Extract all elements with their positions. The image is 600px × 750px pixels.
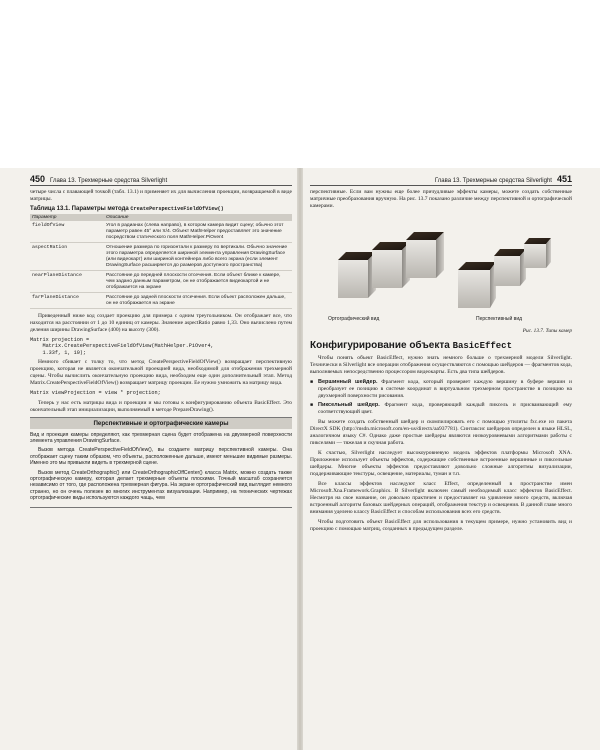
shader-list — [310, 379, 572, 416]
ortho-box — [372, 242, 410, 288]
table-header-desc: Описание — [104, 214, 292, 221]
right-para-3: К счастью, Silverlight наследует высокоуровневую модель эффектов платформы Microsoft XNA. Приложение использует объекты эффектов, содержащие собственные встроенные вершинные и пиксельные шейдеры. Многие объекты эффектов предоставляют довольно сложные алгоритмы визуализации, поддерживающие текстуры, освещение, материалы, туман и т.п. — [310, 450, 572, 477]
camera-types-figure — [310, 214, 572, 326]
table-row: farPlaneDistance Расстояние до задней плоскости отсечения. Если объект расположен дальше, он не отображается на экране — [30, 293, 292, 309]
right-para-5: Чтобы подготовить объект BasicEffect для использования в текущем примере, нужно установить вид и проекцию с помощью матриц, созданных в предыдущем разделе. — [310, 519, 572, 532]
right-intro: перспективные. Если вам нужны еще более причудливые эффекты камеры, можете создать собственные матричные преобразования вручную. На рис. 13.7 показано различие между перспективной и ортографической камерами. — [310, 189, 572, 209]
persp-box — [494, 249, 526, 286]
orthographic-boxes — [338, 232, 444, 298]
book-gutter — [297, 168, 303, 750]
table-row: fieldOfView Угол в радианах (слева направо), в котором камера видит сцену; обычно этот параметр равен 45° или π/4. Объект MathHelper предоставляет это значение посредством статического поля MathHelper.PiOver4 — [30, 221, 292, 243]
sidebar-para-2: Вызов метода CreatePerspectiveFieldOfView(), вы создаете матрицу перспективной камеры. Она отображает сцену таким образом, что объекты, расположенные дальше, имеют меньшие видимые размеры. Именно это мы привыкли видеть в трехмерной сцене. — [30, 447, 292, 467]
list-item: ■ Пиксельный шейдер. Фрагмент кода, проверяющий каждый пиксель и присваивающий ему соответствующий цвет. — [318, 402, 572, 416]
list-item: ■ Вершинный шейдер. Фрагмент кода, который проверяет каждую вершину в буфере вершин и преобразует ее позицию в системе координат в виртуальном трехмерном пространстве в позицию на двухмерной поверхности рисования. — [318, 379, 572, 400]
left-page-number: 450 — [30, 174, 46, 184]
ortho-box — [338, 252, 376, 298]
persp-box — [524, 238, 551, 268]
camera-sidebar — [30, 417, 292, 508]
code-block-viewprojection: Matrix viewProjection = view * projection; — [30, 390, 161, 397]
persp-box — [458, 262, 496, 308]
ortho-box — [406, 232, 444, 278]
left-para-2: Немного сбивает с толку то, что метод CreatePerspectiveFieldOfView() возвращает перспективную проекцию, которая не является окончательной проекцией вида, необходимой для отображения трехмерной сцены. Чтобы вычислить окончательную проекцию вида, необходим еще один дополнительный этап. Метод Matrix.CreatePerspectiveFieldOfView() возвращает матрицу проекции. Ее нужно умножить на матрицу вида. — [30, 359, 292, 387]
left-intro: четыре числа с плавающей точкой (табл. 13.1) и применяет их для вычисления проекции, возвращаемой в виде матрицы. — [30, 189, 292, 202]
orthographic-label: Ортографический вид — [328, 316, 380, 322]
right-para-4: Все классы эффектов наследуют класс Effect, определенный в пространстве имен Microsoft.Xna.Framework.Graphics. В Silverlight включен самый необходимый класс эффектов BasicEffect. Несмотря на свое название, он довольно практичен и предоставляет на удивление много средств, включая встроенный алгоритм базовых шейдерных операций, отображения текстур и освещения. В данной главе много внимания уделено классу BasicEffect и способам использования всех его средств. — [310, 481, 572, 515]
sidebar-para-3: Вызов метод CreateOrthographic() или CreateOrthographicOffCenter() класса Matrix, можно создать также ортографическую камеру, которая делает трехмерные объекты плоскими. Точный масштаб сохраняется независимо от того, где расположена трехмерная фигура. На экране ортографический вид выглядит немного странно, но он очень полезен во многих инструментах визуализации. Например, на технических чертежах ортографические виды используются каждого чащь, чем — [30, 469, 292, 502]
right-para-1: Чтобы понять объект BasicEffect, нужно знать немного больше о трехмерной модели Silverlight. Технически в Silverlight все операции отображения осуществляются с помощью шейдеров — фрагментов кода, выполняемых непосредственно процессором видеокарты. Есть два типа шейдеров. — [310, 355, 572, 375]
right-page-header — [310, 174, 572, 186]
right-para-2: Вы можете создать собственный шейдер и скомпилировать его с помощью утилиты fxc.exe из пакета DirectX SDK (http://msdn.microsoft.com/en-us/directx/aa937781). Синтаксис шейдеров определен в языке HLSL, аналогичном языку C#. Однако даже простые шейдеры являются низкоуровневыми алгоритмами работы с пикселями — тяжелая и скучная работа. — [310, 419, 572, 446]
section-heading: Конфигурирование объекта BasicEffect — [310, 340, 512, 351]
perspective-label: Перспективный вид — [476, 316, 523, 322]
right-page-number: 451 — [556, 174, 572, 184]
perspective-boxes — [458, 238, 551, 308]
table-row: aspectRation Отношение размера по горизонтали к размеру по вертикали. Обычно значение этого параметра определяется шириной элемента управления DrawingSurface (или видеокарт) или шириной контейнера либо всего экрана (если элемент DrawingSurface расширяется до размеров доступного пространства) — [30, 243, 292, 271]
sidebar-para-1: Вид и проекция камеры определяют, как трехмерная сцена будет отображена на двухмерной поверхности элемента управления DrawingSurface. — [30, 431, 292, 445]
right-page — [310, 174, 572, 744]
left-para-3: Теперь у нас есть матрицы вида и проекции и мы готовы к конфигурированию объекта BasicEffect. Это окончательный этап инициализации, выполняемый в методе PrepareDrawing(). — [30, 399, 292, 413]
left-para-1: Приведенный ниже код создает проекцию для примера с одним треугольником. Он отображает все, что находится на расстоянии от 1 до 10 единиц от камеры. Значение aspectRatio равно 1,33. Оно вычислено путем деления ширины DrawingSurface (400) на высоту (300). — [30, 313, 292, 333]
left-chapter-title: Глава 13. Трехмерные средства Silverlight — [50, 178, 168, 184]
table-header-param: Параметр — [30, 214, 104, 221]
table-caption: Таблица 13.1. Параметры метода CreatePerspectiveFieldOfView() — [30, 206, 224, 212]
figure-caption: Рис. 13.7. Типы камер — [522, 328, 572, 334]
parameters-table — [30, 214, 292, 309]
left-page-header — [30, 174, 292, 186]
right-chapter-title: Глава 13. Трехмерные средства Silverlight — [434, 178, 552, 184]
left-page — [30, 174, 292, 744]
code-block-projection: Matrix projection = Matrix.CreatePerspectiveFieldOfView(MathHelper.PiOver4, 1.33f, 1, 10); — [30, 337, 214, 356]
camera-types-illustration — [310, 214, 572, 314]
sidebar-title: Перспективные и ортографические камеры — [30, 418, 292, 429]
table-row: nearPlaneDistance Расстояние до передней плоскости отсечения. Если объект ближе к камере, чем задано данным параметром, он не отображается видеокартой и не отображается на экране — [30, 271, 292, 293]
